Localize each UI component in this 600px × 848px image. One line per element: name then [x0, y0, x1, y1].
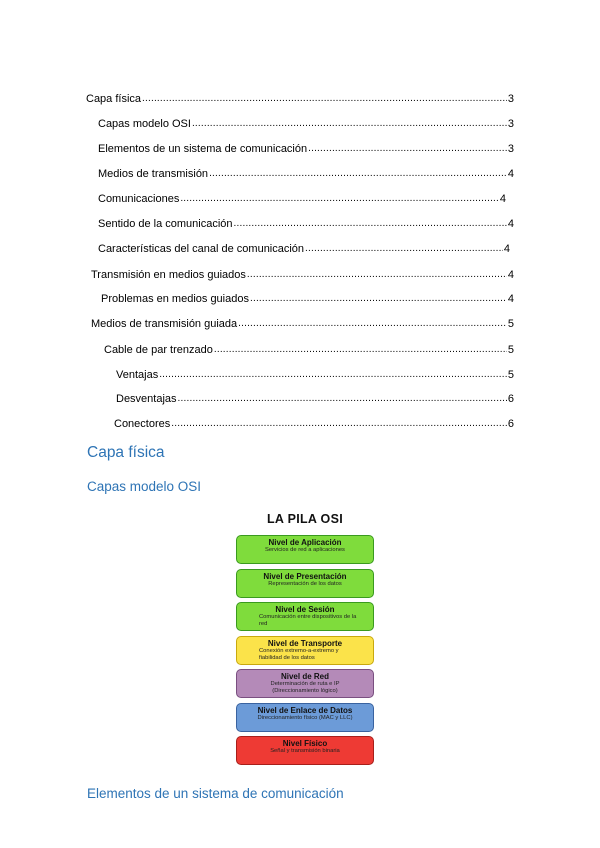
toc-leader-dots — [159, 368, 507, 382]
toc-entry-sentido-de-la-comunicacion[interactable] — [98, 217, 514, 231]
osi-layer-description: Representación de los datos — [268, 580, 342, 587]
toc-entry-page: 5 — [507, 344, 514, 356]
osi-layer-presentacion — [236, 569, 374, 598]
toc-entry-ventajas[interactable] — [116, 368, 514, 382]
toc-leader-dots — [180, 192, 499, 206]
toc-entry-title: Medios de transmisión guiada — [91, 318, 238, 330]
toc-entry-page: 6 — [507, 418, 514, 430]
osi-layer-name: Nivel de Red — [280, 672, 329, 681]
osi-layer-transporte — [236, 636, 374, 665]
toc-entry-title: Elementos de un sistema de comunicación — [98, 143, 308, 155]
toc-leader-dots — [209, 167, 507, 181]
osi-layer-name: Nivel de Sesión — [275, 605, 335, 614]
toc-leader-dots — [214, 343, 507, 357]
toc-leader-dots — [238, 317, 507, 331]
toc-entry-problemas-en-medios-guiados[interactable] — [101, 292, 514, 306]
osi-layer-name: Nivel de Presentación — [263, 571, 347, 581]
toc-entry-medios-de-transmision-guiada[interactable] — [91, 317, 514, 331]
toc-leader-dots — [171, 417, 507, 431]
toc-entry-title: Características del canal de comunicación — [98, 243, 305, 255]
toc-entry-elementos[interactable] — [98, 142, 514, 156]
toc-entry-capa-fisica[interactable] — [86, 92, 514, 106]
toc-entry-title: Capas modelo OSI — [98, 118, 191, 130]
toc-leader-dots — [234, 217, 507, 231]
toc-entry-title: Comunicaciones — [98, 193, 180, 205]
osi-layer-description: Señal y transmisión binaria — [270, 748, 340, 754]
toc-entry-caracteristicas-del-canal[interactable] — [98, 242, 510, 256]
osi-layer-description: Conexión extremo-a-extremo y fiabilidad de los datos — [259, 647, 339, 661]
toc-entry-title: Desventajas — [116, 393, 177, 405]
toc-entry-page: 3 — [507, 93, 514, 105]
toc-leader-dots — [142, 92, 507, 106]
toc-entry-title: Transmisión en medios guiados — [91, 269, 246, 281]
osi-layer-description: Servicios de red a aplicaciones — [265, 547, 345, 553]
toc-entry-title: Capa física — [86, 93, 142, 105]
toc-leader-dots — [308, 142, 507, 156]
toc-entry-capas-modelo-osi[interactable] — [98, 117, 514, 131]
osi-layer-red — [236, 669, 374, 698]
toc-leader-dots — [178, 392, 507, 406]
toc-entry-page: 5 — [507, 318, 514, 330]
toc-entry-comunicaciones[interactable] — [98, 192, 506, 206]
toc-entry-desventajas[interactable] — [116, 392, 514, 406]
osi-layer-name: Nivel Físico — [282, 739, 328, 748]
toc-entry-page: 4 — [499, 193, 506, 205]
toc-entry-page: 4 — [507, 293, 514, 305]
toc-entry-title: Sentido de la comunicación — [98, 218, 233, 230]
toc-entry-title: Ventajas — [116, 369, 159, 381]
osi-layer-name: Nivel de Transporte — [267, 638, 343, 648]
osi-stack-title: LA PILA OSI — [267, 512, 343, 526]
toc-leader-dots — [192, 117, 507, 131]
toc-entry-page: 4 — [507, 218, 514, 230]
osi-layer-enlace-de-datos — [236, 703, 374, 732]
osi-layer-aplicacion — [236, 535, 374, 564]
heading-capas-modelo-osi: Capas modelo OSI — [87, 479, 202, 494]
osi-layer-description: Comunicación entre dispositivos de la red — [259, 614, 357, 627]
heading-capa-fisica: Capa física — [87, 444, 165, 461]
toc-leader-dots — [247, 268, 507, 282]
toc-entry-title: Problemas en medios guiados — [101, 293, 249, 305]
toc-entry-page: 6 — [507, 393, 514, 405]
osi-layer-fisico — [236, 736, 374, 765]
osi-layer-name: Nivel de Enlace de Datos — [257, 705, 353, 715]
toc-entry-page: 3 — [507, 118, 514, 130]
osi-layer-sesion — [236, 602, 374, 631]
toc-entry-conectores[interactable] — [114, 417, 514, 431]
toc-entry-page: 3 — [507, 143, 514, 155]
toc-entry-page: 4 — [507, 269, 514, 281]
toc-leader-dots — [250, 292, 507, 306]
heading-elementos-sistema-comunicacion: Elementos de un sistema de comunicación — [87, 786, 344, 801]
toc-entry-medios-de-transmision[interactable] — [98, 167, 514, 181]
osi-stack-figure — [232, 512, 378, 770]
osi-layer-name: Nivel de Aplicación — [268, 538, 342, 547]
toc-entry-page: 4 — [503, 243, 510, 255]
osi-layer-description: Direccionamiento físico (MAC y LLC) — [257, 714, 353, 721]
toc-entry-title: Medios de transmisión — [98, 168, 209, 180]
toc-entry-page: 4 — [507, 168, 514, 180]
toc-entry-page: 5 — [507, 369, 514, 381]
toc-entry-transmision-en-medios-guiados[interactable] — [91, 268, 514, 282]
toc-leader-dots — [305, 242, 503, 256]
osi-layer-description: Determinación de ruta e IP (Direccionamiento lógico) — [270, 681, 340, 694]
toc-entry-title: Cable de par trenzado — [104, 344, 213, 356]
toc-entry-cable-de-par-trenzado[interactable] — [104, 343, 514, 357]
toc-entry-title: Conectores — [114, 418, 171, 430]
